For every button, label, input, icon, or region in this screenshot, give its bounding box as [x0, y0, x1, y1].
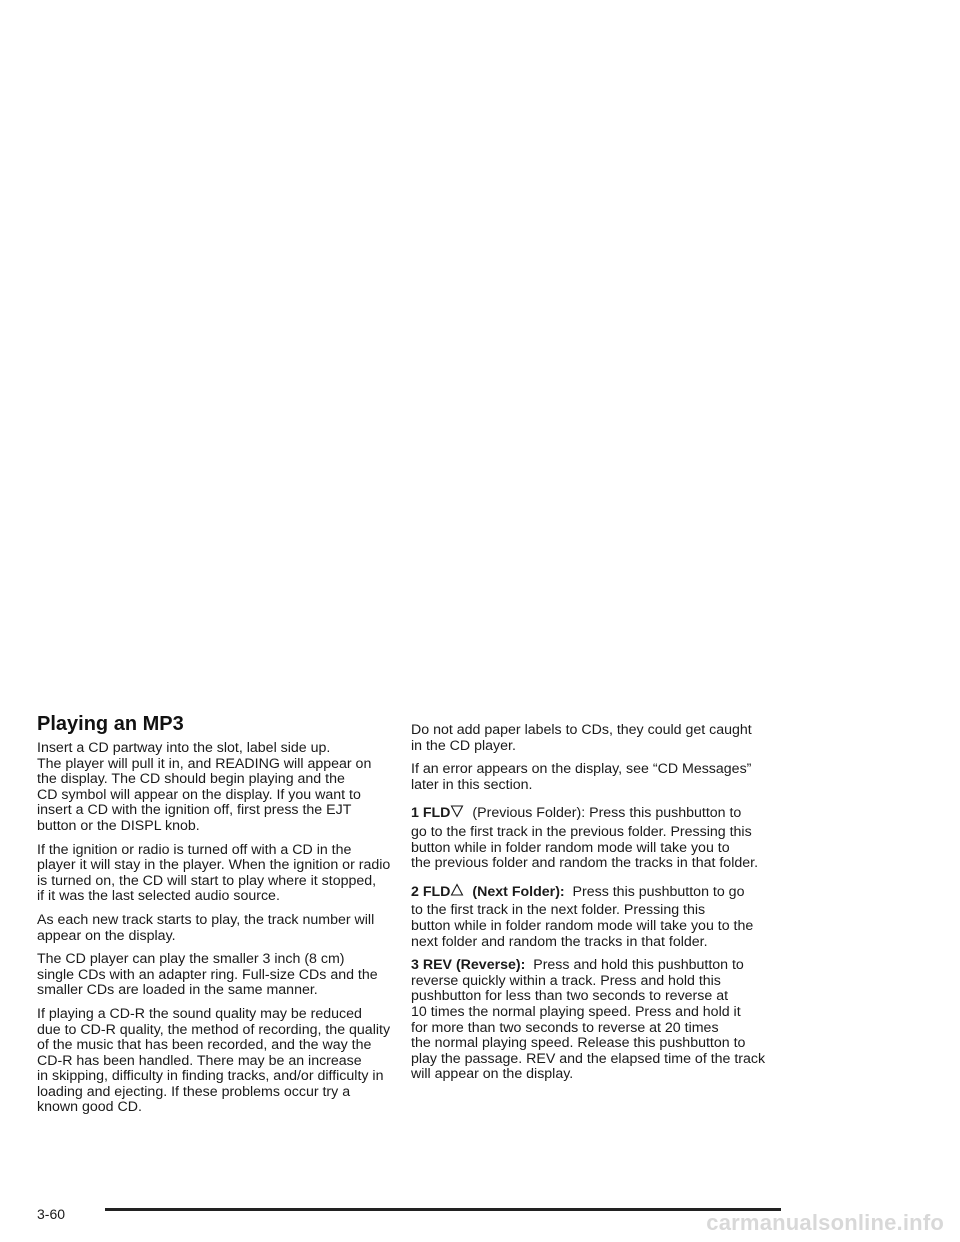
watermark-text: carmanualsonline.info	[706, 1210, 944, 1235]
text-line: if it was the last selected audio source.	[37, 888, 280, 905]
next-folder-paragraph: 2 FLD (Next Folder): Press this pushbutton to go to the first track in the next folder. Pressing this button while in folder random mode will take you to the next folder and random the tracks in that folder.	[411, 883, 754, 950]
text-line: is turned on, the CD will start to play where it stopped,	[37, 872, 377, 889]
text-line: appear on the display.	[37, 927, 176, 944]
text-line: known good CD.	[37, 1099, 142, 1116]
text-line: CD symbol will appear on the display. If you want to	[37, 786, 361, 803]
fld-next-label: 2 FLD	[411, 883, 451, 900]
text-line: smaller CDs are loaded in the same manner.	[37, 982, 318, 999]
fld-next-bold: (Next Folder):	[472, 883, 565, 900]
page-number: 3-60	[37, 1206, 66, 1222]
text-line: the display. The CD should begin playing and the	[37, 771, 345, 788]
text-line: loading and ejecting. If these problems occur try a	[37, 1083, 351, 1100]
text-line: button or the DISPL knob.	[37, 817, 200, 834]
right-column	[411, 723, 769, 1091]
text-line: The player will pull it in, and READING will appear on	[37, 755, 372, 772]
paper-labels-paragraph: Do not add paper labels to CDs, they could get caught in the CD player.	[411, 722, 752, 754]
body-paragraph	[37, 741, 395, 835]
text-line: Insert a CD partway into the slot, label side up.	[37, 740, 331, 756]
text-line: If playing a CD-R the sound quality may be reduced	[37, 1005, 362, 1022]
fld-prev-label: 1 FLD	[411, 805, 451, 822]
error-paragraph: If an error appears on the display, see “CD Messages” later in this section.	[411, 761, 752, 793]
section-heading: Playing an MP3	[37, 713, 184, 735]
text-line: single CDs with an adapter ring. Full-size CDs and the	[37, 966, 378, 983]
text-line: If the ignition or radio is turned off with a CD in the	[37, 841, 352, 858]
reverse-paragraph: 3 REV (Reverse): Press and hold this pushbutton to reverse quickly within a track. Press and hold this pushbutton for less than two seconds to reverse at 10 times the normal playing speed. Press and hold it for more than two seconds to reverse at 20 times the normal playing speed. Release this pushbutton to play the passage. REV and the elapsed time of the track will appear on the display.	[411, 957, 766, 1083]
body-paragraph	[37, 843, 395, 905]
text-line: The CD player can play the smaller 3 inch (8 cm)	[37, 951, 345, 968]
footer-rule	[105, 1208, 781, 1211]
text-line: of the music that has been recorded, and the way the	[37, 1037, 372, 1054]
text-line: due to CD-R quality, the method of recording, the quality	[37, 1021, 391, 1038]
text-line: player it will stay in the player. When the ignition or radio	[37, 857, 391, 874]
triangle-up-icon	[450, 883, 464, 897]
left-paragraphs	[37, 741, 395, 1116]
rev-label: 3 REV (Reverse):	[411, 957, 526, 974]
text-line: CD-R has been handled. There may be an increase	[37, 1052, 362, 1069]
body-paragraph	[37, 913, 395, 944]
text-line: insert a CD with the ignition off, first press the EJT	[37, 802, 352, 819]
previous-folder-paragraph: 1 FLD (Previous Folder): Press this pushbutton to go to the first track in the previous folder. Pressing this button while in folder random mode will take you to the previous folder and random the tracks in that folder.	[411, 805, 759, 872]
text-line: As each new track starts to play, the track number will	[37, 911, 375, 928]
text-line: in skipping, difficulty in finding tracks, and/or difficulty in	[37, 1068, 384, 1085]
body-paragraph	[37, 952, 395, 999]
left-column	[37, 713, 395, 1124]
body-paragraph	[37, 1007, 395, 1116]
triangle-down-icon	[450, 804, 464, 818]
